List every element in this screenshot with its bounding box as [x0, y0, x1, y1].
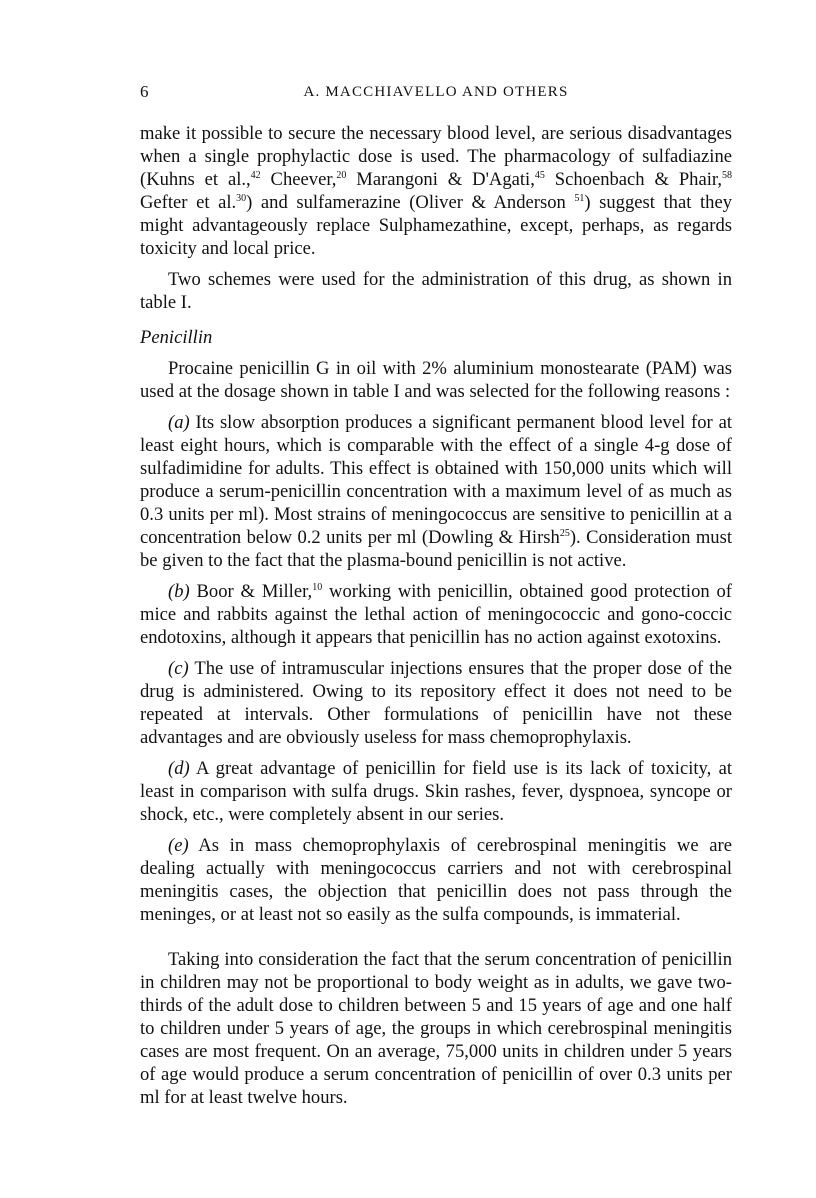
reference-mark: 45 [534, 170, 545, 181]
page-number: 6 [140, 82, 149, 101]
reference-mark: 58 [722, 170, 732, 181]
paragraph-procaine-penicillin: Procaine penicillin G in oil with 2% aluminium monostearate (PAM) was used at the dosage shown in table I and was selected for the following reasons : [140, 358, 732, 402]
reference-mark: 10 [312, 582, 323, 593]
section-heading-penicillin: Penicillin [140, 327, 213, 348]
reference-mark: 51 [574, 193, 585, 204]
paragraph-children-dosage: Taking into consideration the fact that the serum concentration of penicillin in children may not be proportional to body weight as in adults, we gave two-thirds of the adult dose to children between 5 and 15 years of age and one half to children under 5 years of age, the groups in which cerebrospinal meningitis cases are most frequent. On an average, 75,000 units in children under 5 years of age would produce a serum concentration of penicillin of over 0.3 units per ml for at least twelve hours. [140, 949, 732, 1108]
running-header [140, 78, 732, 106]
page [140, 78, 732, 1109]
paragraph-sulfa-pharmacology: make it possible to secure the necessary blood level, are serious disadvantages when a single prophylactic dose is used. The pharmacology of sulfadiazine (Kuhns et al.,$^{42}$ Cheever,$^{20}$ Marangoni & D'Agati,$^{45}$ Schoenbach & Phair,$^{58}$ Gefter et al.$^{30}$) and sulfamerazine (Oliver & Anderson $^{51}$) suggest that they might advantageously replace Sulphamezathine, except, perhaps, as regards toxicity and local price. [140, 123, 732, 259]
paragraph-schemes: Two schemes were used for the administration of this drug, as shown in table I. [140, 269, 732, 313]
reference-mark: 25 [559, 528, 570, 539]
reference-mark: 30 [236, 193, 247, 204]
reason-b: (b) Boor & Miller,$^{10}$ working with penicillin, obtained good protection of mice and rabbits against the lethal action of meningococcic and gono-coccic endotoxins, although it appears that penicillin has no action against exotoxins. [140, 581, 732, 648]
reference-mark: 20 [336, 170, 347, 181]
running-title: A. MACCHIAVELLO AND OTHERS [303, 84, 569, 100]
reason-e: (e) As in mass chemoprophylaxis of cerebrospinal meningitis we are dealing actually with meningococcus carriers and not with cerebrospinal meningitis cases, the objection that penicillin does not pass through the meninges, or at least not so easily as the sulfa compounds, is immaterial. [140, 835, 732, 925]
reference-mark: 42 [250, 170, 261, 181]
body-text [140, 122, 732, 1109]
reason-d: (d) A great advantage of penicillin for field use is its lack of toxicity, at least in comparison with sulfa drugs. Skin rashes, fever, dyspnoea, syncope or shock, etc., were completely absent in our series. [140, 758, 732, 825]
reason-c: (c) The use of intramuscular injections ensures that the proper dose of the drug is administered. Owing to its repository effect it does not need to be repeated at intervals. Other formulations of penicillin have not these advantages and are obviously useless for mass chemoprophylaxis. [140, 658, 732, 748]
reason-a: (a) Its slow absorption produces a significant permanent blood level for at least eight hours, which is comparable with the effect of a single 4-g dose of sulfadimidine for adults. This effect is obtained with 150,000 units which will produce a serum-penicillin concentration with a maximum level of as much as 0.3 units per ml). Most strains of meningococcus are sensitive to penicillin at a concentration below 0.2 units per ml (Dowling & Hirsh$^{25}$). Consideration must be given to the fact that the plasma-bound penicillin is not active. [140, 412, 732, 571]
